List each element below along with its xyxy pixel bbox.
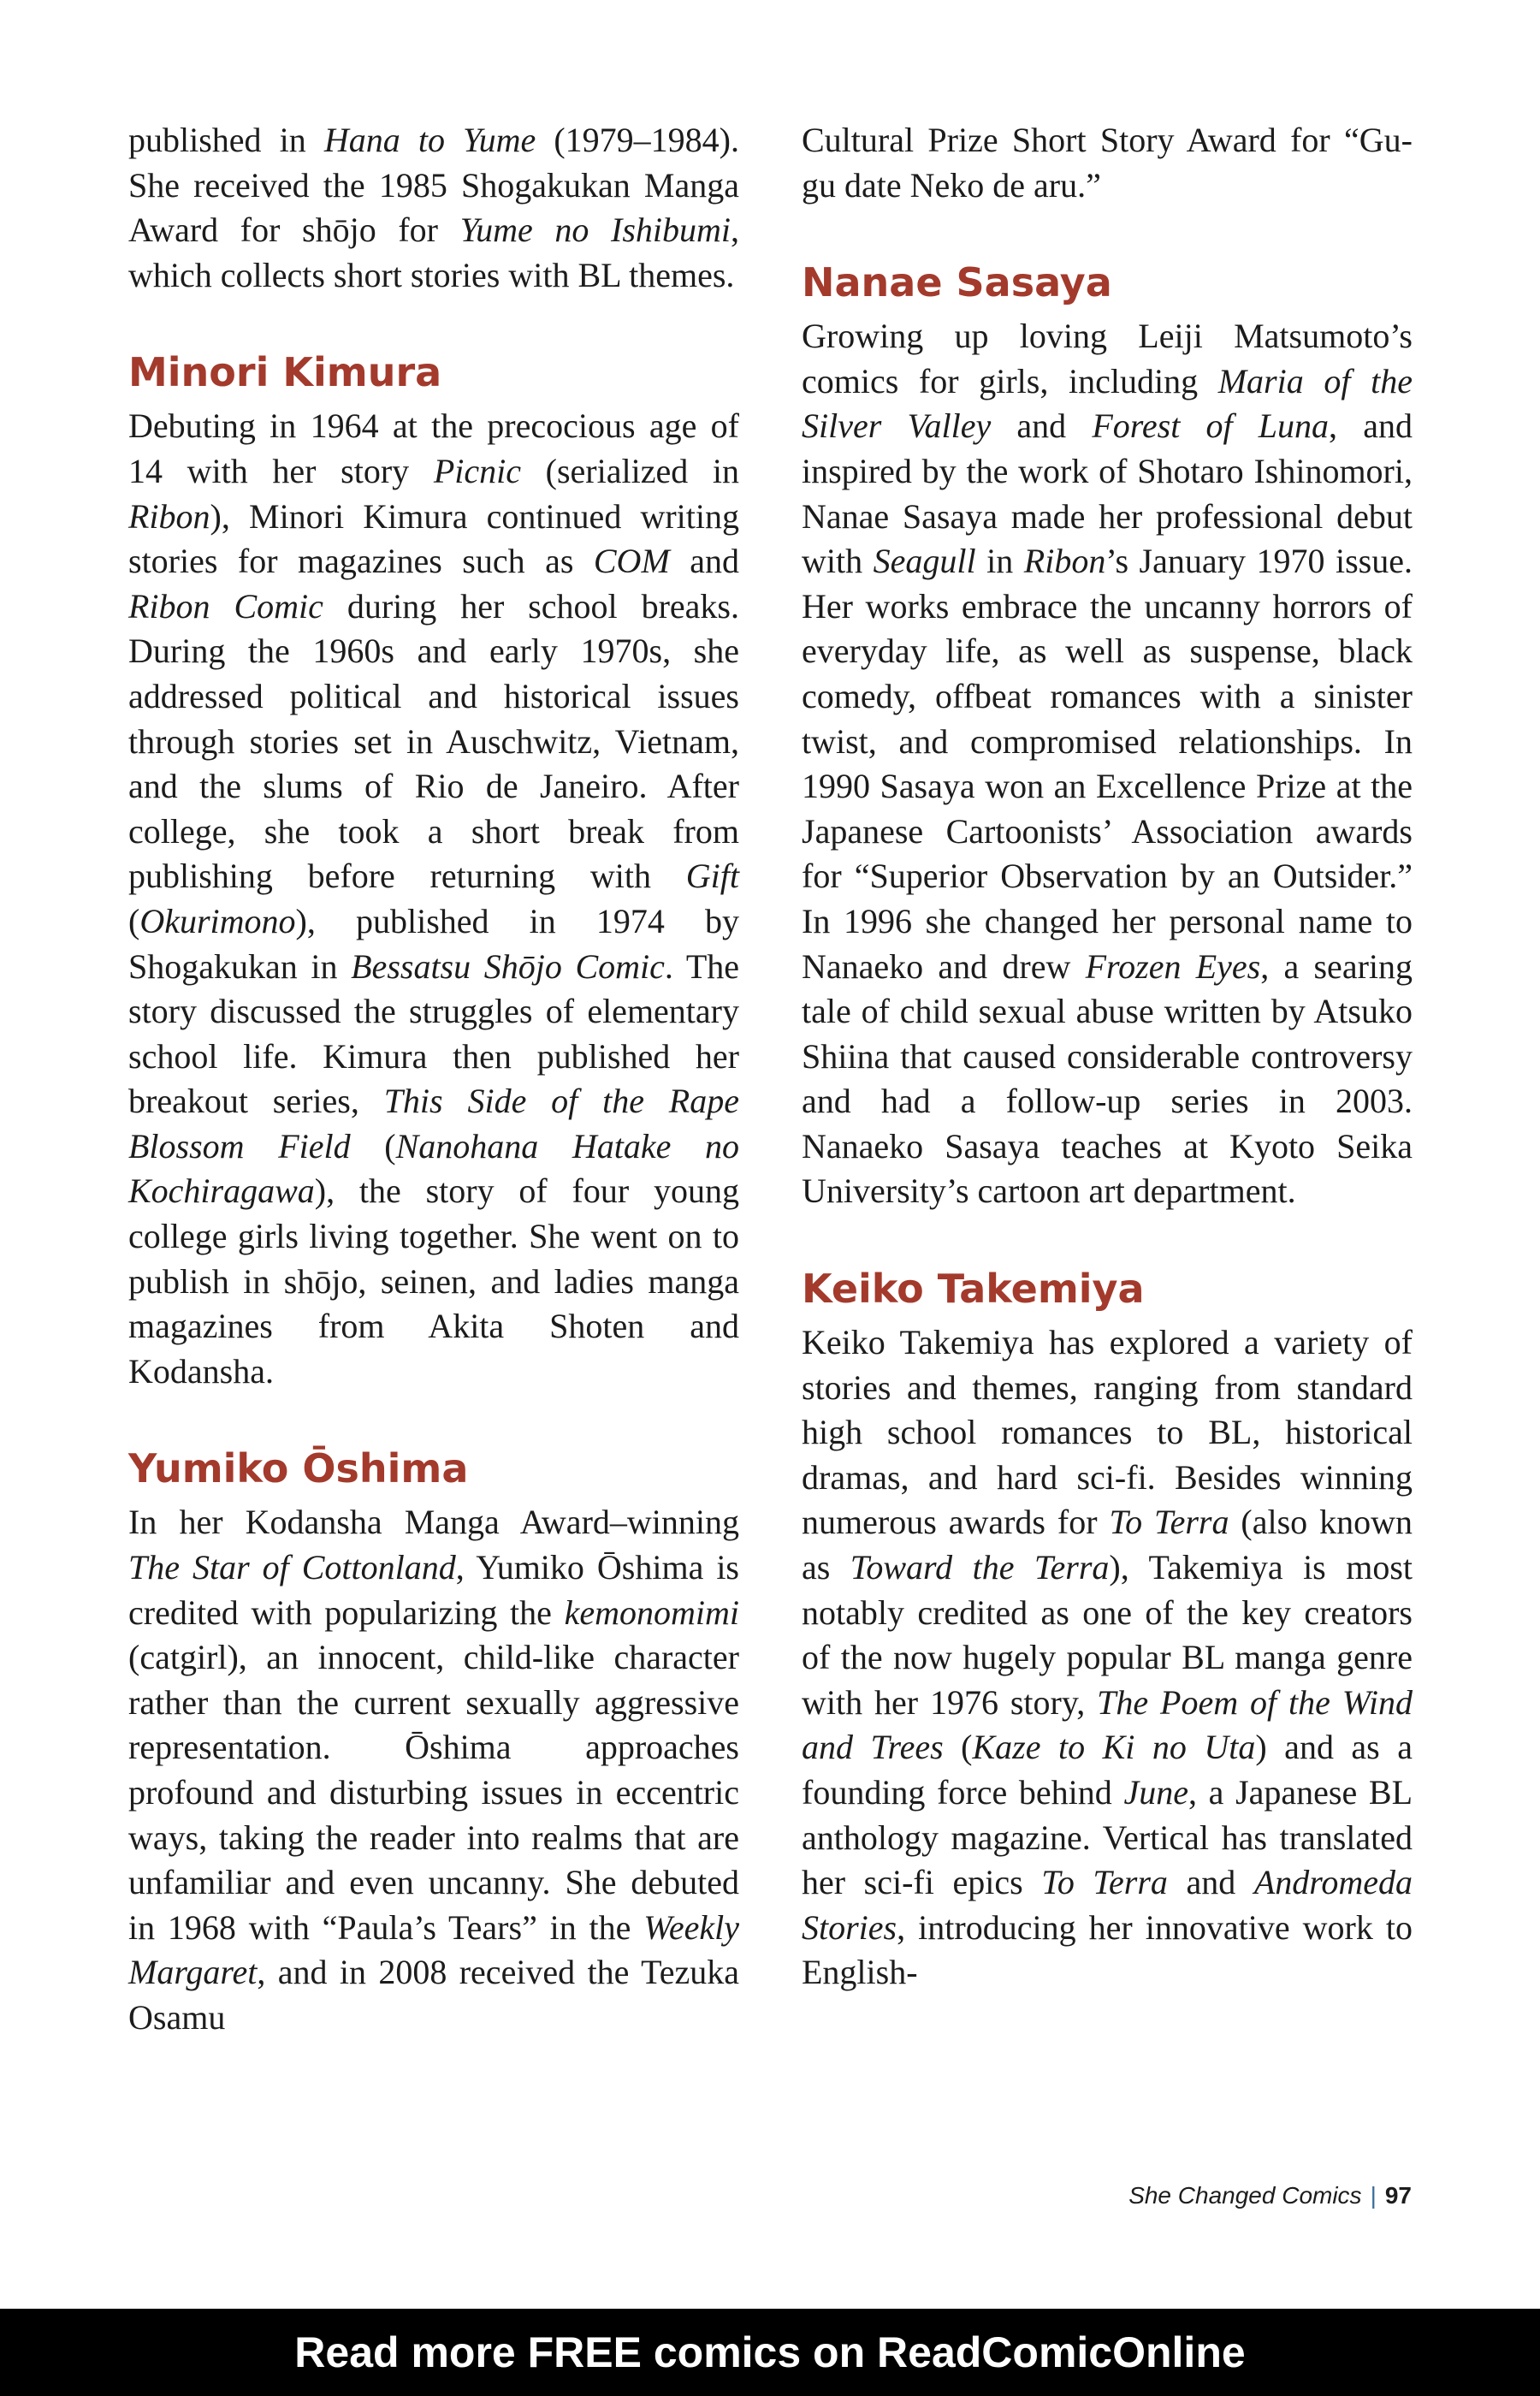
- text-run: (serialized in: [521, 451, 739, 490]
- nanae-sasaya-paragraph: [802, 314, 1413, 1214]
- title-italic: COM: [593, 542, 670, 581]
- title-italic: Forest of Luna: [1092, 406, 1330, 446]
- page-number: 97: [1384, 2182, 1412, 2209]
- heading-minori-kimura: Minori Kimura: [128, 349, 442, 396]
- text-run: Growing up loving Leiji Matsumoto’s comics for girls, including: [802, 317, 1413, 400]
- title-italic: Picnic: [433, 451, 521, 490]
- text-run: ), the story of four young college girls living together. She went on to publish in shōjo, seinen, and ladies manga magazines from Akita Shoten and Kodansha.: [128, 1171, 739, 1391]
- title-italic: The Star of Cottonland: [128, 1548, 456, 1587]
- title-italic: Kaze to Ki no Uta: [972, 1728, 1256, 1767]
- minori-kimura-paragraph: [128, 404, 739, 1394]
- title-italic: Seagull: [873, 542, 976, 581]
- title-italic: Maria of the Silver Valley: [802, 361, 1413, 446]
- title-italic: This Side of the Rape Blossom Field: [128, 1082, 739, 1165]
- heading-yumiko-oshima: Yumiko Ōshima: [128, 1445, 469, 1492]
- title-italic: To Terra: [1109, 1503, 1229, 1542]
- left-column: [128, 118, 739, 2041]
- book-title: She Changed Comics: [1128, 2182, 1362, 2209]
- text-run: ), published in 1974 by Shogakukan in: [128, 901, 739, 986]
- footer-separator: |: [1370, 2182, 1377, 2209]
- title-italic: Hana to Yume: [323, 121, 536, 159]
- text-run: during her school breaks. During the 1960s and early 1970s, she addressed political and historical issues through stories set in Auschwitz, Vietnam, and the slums of Rio de Janeiro. After college, she took a short break from publishing before returning with: [128, 586, 739, 896]
- title-italic: To Terra: [1041, 1863, 1168, 1902]
- yumiko-oshima-paragraph: [128, 1500, 739, 2040]
- title-italic: Frozen Eyes: [1085, 946, 1261, 986]
- text-run: (1979–1984). She received the 1985 Shogakukan Manga Award for shōjo for: [128, 121, 739, 250]
- title-italic: Ribon: [128, 496, 210, 536]
- text-run: , and in 2008 received the Tezuka Osamu: [128, 1953, 739, 2037]
- title-italic: Ribon Comic: [128, 586, 323, 626]
- text-run: (: [128, 901, 140, 940]
- heading-nanae-sasaya: Nanae Sasaya: [802, 259, 1112, 306]
- promo-banner-text[interactable]: Read more FREE comics on ReadComicOnline: [294, 2328, 1246, 2376]
- text-run: (also known as: [802, 1503, 1413, 1587]
- title-italic: Bessatsu Shōjo Comic: [351, 946, 665, 986]
- title-italic: Weekly Margaret: [128, 1907, 739, 1992]
- title-italic: Ribon: [1023, 542, 1106, 581]
- text-run: and: [1167, 1863, 1254, 1902]
- text-run: , which collects short stories with BL themes.: [128, 211, 740, 294]
- page-footer: [941, 2180, 1412, 2211]
- title-italic: Gift: [685, 857, 739, 896]
- text-run: (: [350, 1126, 396, 1165]
- text-run: Debuting in 1964 at the precocious age of 14 with her story: [128, 406, 739, 490]
- title-italic: June: [1123, 1773, 1188, 1812]
- text-run: Keiko Takemiya has explored a variety of stories and themes, ranging from standard high school romances to BL, historical dramas, and hard sci-fi. Besides winning numerous awards for: [802, 1323, 1413, 1542]
- keiko-takemiya-paragraph: [802, 1320, 1413, 1996]
- right-column: [802, 118, 1413, 1996]
- text-run: and: [991, 406, 1093, 446]
- text-run: published in: [128, 121, 324, 159]
- heading-keiko-takemiya: Keiko Takemiya: [802, 1266, 1145, 1313]
- text-run: ) and as a founding force behind: [802, 1728, 1413, 1812]
- title-italic: Nanohana Hatake no Kochiragawa: [128, 1126, 739, 1211]
- text-run: ), Takemiya is most notably credited as one of the key creators of the now hugely popular BL manga genre with her 1976 story,: [802, 1548, 1413, 1722]
- title-italic: Toward the Terra: [850, 1548, 1110, 1587]
- title-italic: Okurimono: [139, 901, 296, 940]
- text-run: (catgirl), an innocent, child-like character rather than the current sexually aggressive representation. Ōshima approaches profound and disturbing issues in eccentric ways, taking the reader into realms that are unfamiliar and even uncanny. She debuted in 1968 with “Paula’s Tears” in the: [128, 1638, 739, 1947]
- text-run: and: [669, 542, 739, 581]
- text-run: (: [943, 1728, 973, 1767]
- promo-banner[interactable]: [0, 2309, 1540, 2396]
- title-italic: The Poem of the Wind and Trees: [802, 1682, 1413, 1767]
- text-run: , a Japanese BL anthology magazine. Vertical has translated her sci-fi epics: [802, 1773, 1413, 1902]
- title-italic: Andromeda Stories: [802, 1863, 1413, 1947]
- text-run: , a searing tale of child sexual abuse written by Atsuko Shiina that caused considerable controversy and had a follow-up series in 2003. Nanaeko Sasaya teaches at Kyoto Seika University’s cartoon art department.: [802, 946, 1413, 1211]
- continued-paragraph: Cultural Prize Short Story Award for “Gu-gu date Neko de aru.”: [802, 121, 1413, 205]
- text-run: . The story discussed the struggles of elementary school life. Kimura then published her breakout series,: [128, 946, 740, 1121]
- text-run: , and inspired by the work of Shotaro Ishinomori, Nanae Sasaya made her professional debut with: [802, 406, 1413, 581]
- text-run: ’s January 1970 issue. Her works embrace the uncanny horrors of everyday life, as well as suspense, black comedy, offbeat romances with a sinister twist, and compromised relationships. In 1990 Sasaya won an Excellence Prize at the Japanese Cartoonists’ Association awards for “Superior Observation by an Outsider.” In 1996 she changed her personal name to Nanaeko and drew: [802, 542, 1413, 986]
- text-run: , introducing her innovative work to English-: [802, 1907, 1413, 1992]
- text-run: , Yumiko Ōshima is credited with popularizing the: [128, 1548, 739, 1632]
- text-run: In her Kodansha Manga Award–winning: [128, 1503, 739, 1542]
- text-run: in: [975, 542, 1024, 581]
- title-italic: Yume no Ishibumi: [459, 211, 732, 250]
- term-italic: kemonomimi: [564, 1592, 739, 1632]
- intro-paragraph: [128, 118, 739, 298]
- text-run: ), Minori Kimura continued writing stories for magazines such as: [128, 496, 739, 581]
